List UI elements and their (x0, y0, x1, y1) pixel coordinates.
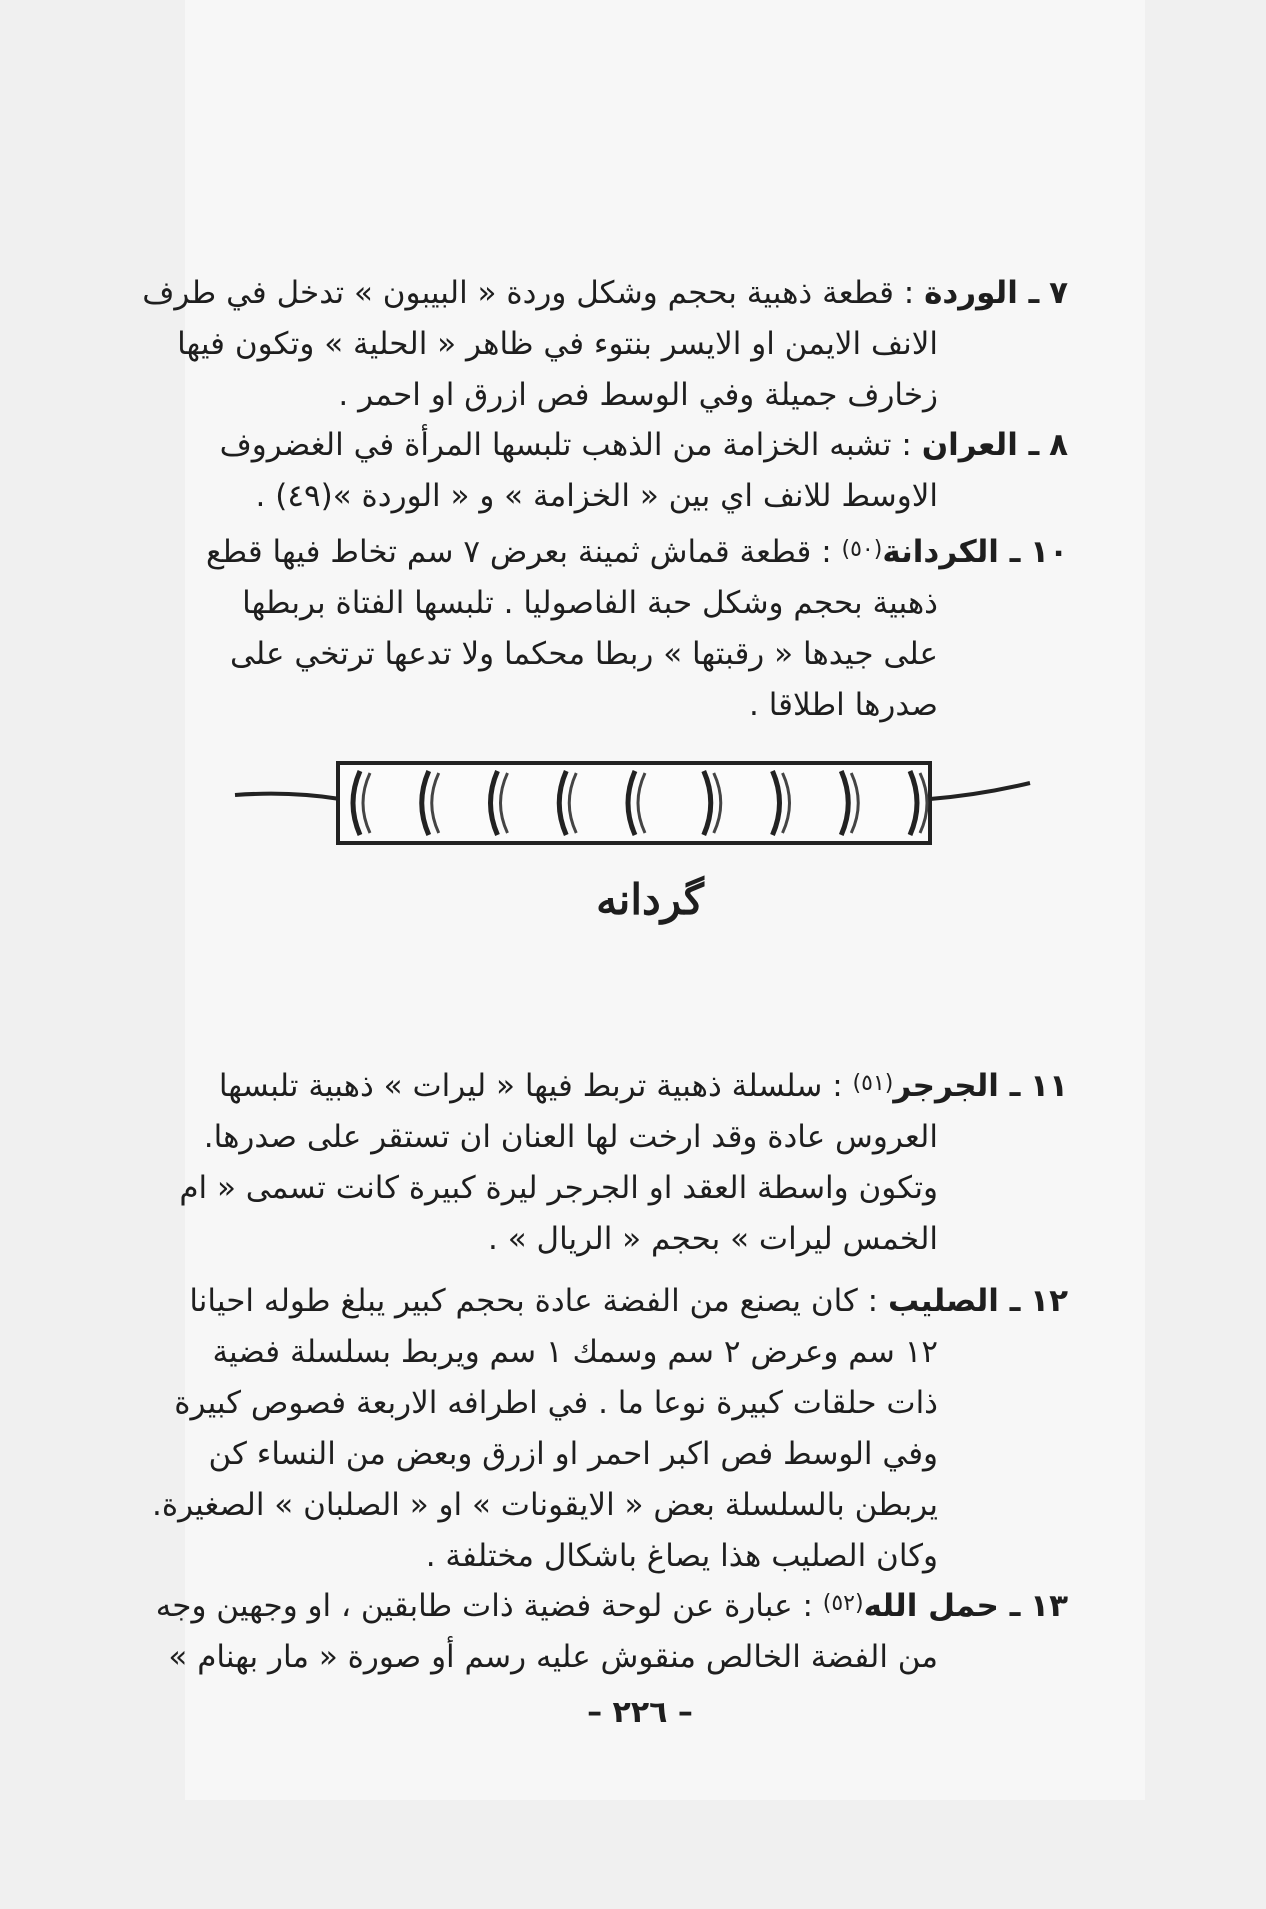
entry-hamlallah (155, 1578, 1068, 1683)
entry-line: ١١ ـ الجرجر(٥١) : سلسلة ذهبية تربط فيها « ليرات » ذهبية تلبسها (218, 1068, 1068, 1104)
entry-line: ٧ ـ الوردة : قطعة ذهبية بحجم وشكل وردة « البيبون » تدخل في طرف (142, 275, 1068, 311)
footnote-ref: (٥٠) (841, 537, 883, 562)
entry-line: وكان الصليب هذا يصاغ باشكال مختلفة . (425, 1538, 938, 1574)
entry-uran (200, 420, 1068, 522)
entry-text: : تشبه الخزامة من الذهب تلبسها المرأة في الغضروف (219, 427, 912, 463)
entry-term: الكردانة (882, 534, 999, 570)
entry-number: ٧ (1049, 275, 1068, 311)
entry-number: ١٢ (1030, 1283, 1068, 1319)
entry-line: ١٣ ـ حمل الله(٥٢) : عبارة عن لوحة فضية ذات طابقين ، او وجهين وجه (155, 1588, 1068, 1624)
entry-line: ٨ ـ العران : تشبه الخزامة من الذهب تلبسها المرأة في الغضروف (219, 427, 1068, 463)
entry-text: : كان يصنع من الفضة عادة بحجم كبير يبلغ طوله احيانا (189, 1283, 879, 1319)
entry-line: ذات حلقات كبيرة نوعا ما . في اطرافه الاربعة فصوص كبيرة (174, 1385, 938, 1421)
entry-text: : سلسلة ذهبية تربط فيها « ليرات » ذهبية تلبسها (218, 1068, 843, 1104)
entry-kardana (200, 524, 1068, 731)
entry-line: الانف الايمن او الايسر بنتوء في ظاهر « الحلية » وتكون فيها (177, 326, 938, 362)
entry-line: الخمس ليرات » بحجم « الريال » . (488, 1221, 938, 1257)
entry-term: الوردة (924, 275, 1018, 311)
illus-string-right (930, 783, 1030, 799)
kardana-illustration (230, 755, 1040, 875)
entry-text: : قطعة قماش ثمينة بعرض ٧ سم تخاط فيها قطع (205, 534, 832, 570)
entry-line: ١٢ ـ الصليب : كان يصنع من الفضة عادة بحجم كبير يبلغ طوله احيانا (189, 1283, 1068, 1319)
entry-jarjar (179, 1058, 1068, 1265)
illus-string-left (235, 794, 340, 799)
entry-line: على جيدها « رقبتها » ربطا محكما ولا تدعها ترتخي على (229, 636, 938, 672)
entry-line: من الفضة الخالص منقوش عليه رسم أو صورة « مار بهنام » (168, 1639, 938, 1675)
figure-caption: گردانه (596, 875, 704, 924)
entry-line: وفي الوسط فص اكبر احمر او ازرق وبعض من النساء كن (208, 1436, 938, 1472)
entry-line: يربطن بالسلسلة بعض « الايقونات » او « الصلبان » الصغيرة. (151, 1487, 938, 1523)
page-number: – ٢٢٦ – (587, 1695, 693, 1730)
entry-line: وتكون واسطة العقد او الجرجر ليرة كبيرة كانت تسمى « ام (179, 1170, 938, 1206)
entry-line: العروس عادة وقد ارخت لها العنان ان تستقر على صدرها. (203, 1119, 938, 1155)
entry-line: ذهبية بحجم وشكل حبة الفاصوليا . تلبسها الفتاة بربطها (242, 585, 938, 621)
entry-number: ١٠ (1030, 534, 1068, 570)
entry-term: حمل الله (863, 1588, 999, 1624)
entry-number: ١١ (1030, 1068, 1068, 1104)
entry-line: صدرها اطلاقا . (749, 687, 938, 723)
entry-line: ١٠ ـ الكردانة(٥٠) : قطعة قماش ثمينة بعرض ٧ سم تخاط فيها قطع (205, 534, 1068, 570)
entry-rose (142, 268, 1068, 421)
entry-term: الصليب (887, 1283, 999, 1319)
entry-cross (151, 1276, 1068, 1582)
entry-term: العران (921, 427, 1018, 463)
entry-line: زخارف جميلة وفي الوسط فص ازرق او احمر . (338, 377, 938, 413)
entry-line: الاوسط للانف اي بين « الخزامة » و « الوردة »(٤٩) . (255, 478, 938, 514)
entry-number: ١٣ (1030, 1588, 1068, 1624)
entry-term: الجرجر (893, 1068, 999, 1104)
entry-number: ٨ (1049, 427, 1068, 463)
entry-text: : قطعة ذهبية بحجم وشكل وردة « البيبون » تدخل في طرف (142, 275, 915, 311)
entry-text: : عبارة عن لوحة فضية ذات طابقين ، او وجهين وجه (155, 1588, 813, 1624)
footnote-ref: (٥٢) (822, 1591, 864, 1616)
footnote-ref: (٥١) (852, 1071, 894, 1096)
entry-line: ١٢ سم وعرض ٢ سم وسمك ١ سم ويربط بسلسلة فضية (212, 1334, 938, 1370)
